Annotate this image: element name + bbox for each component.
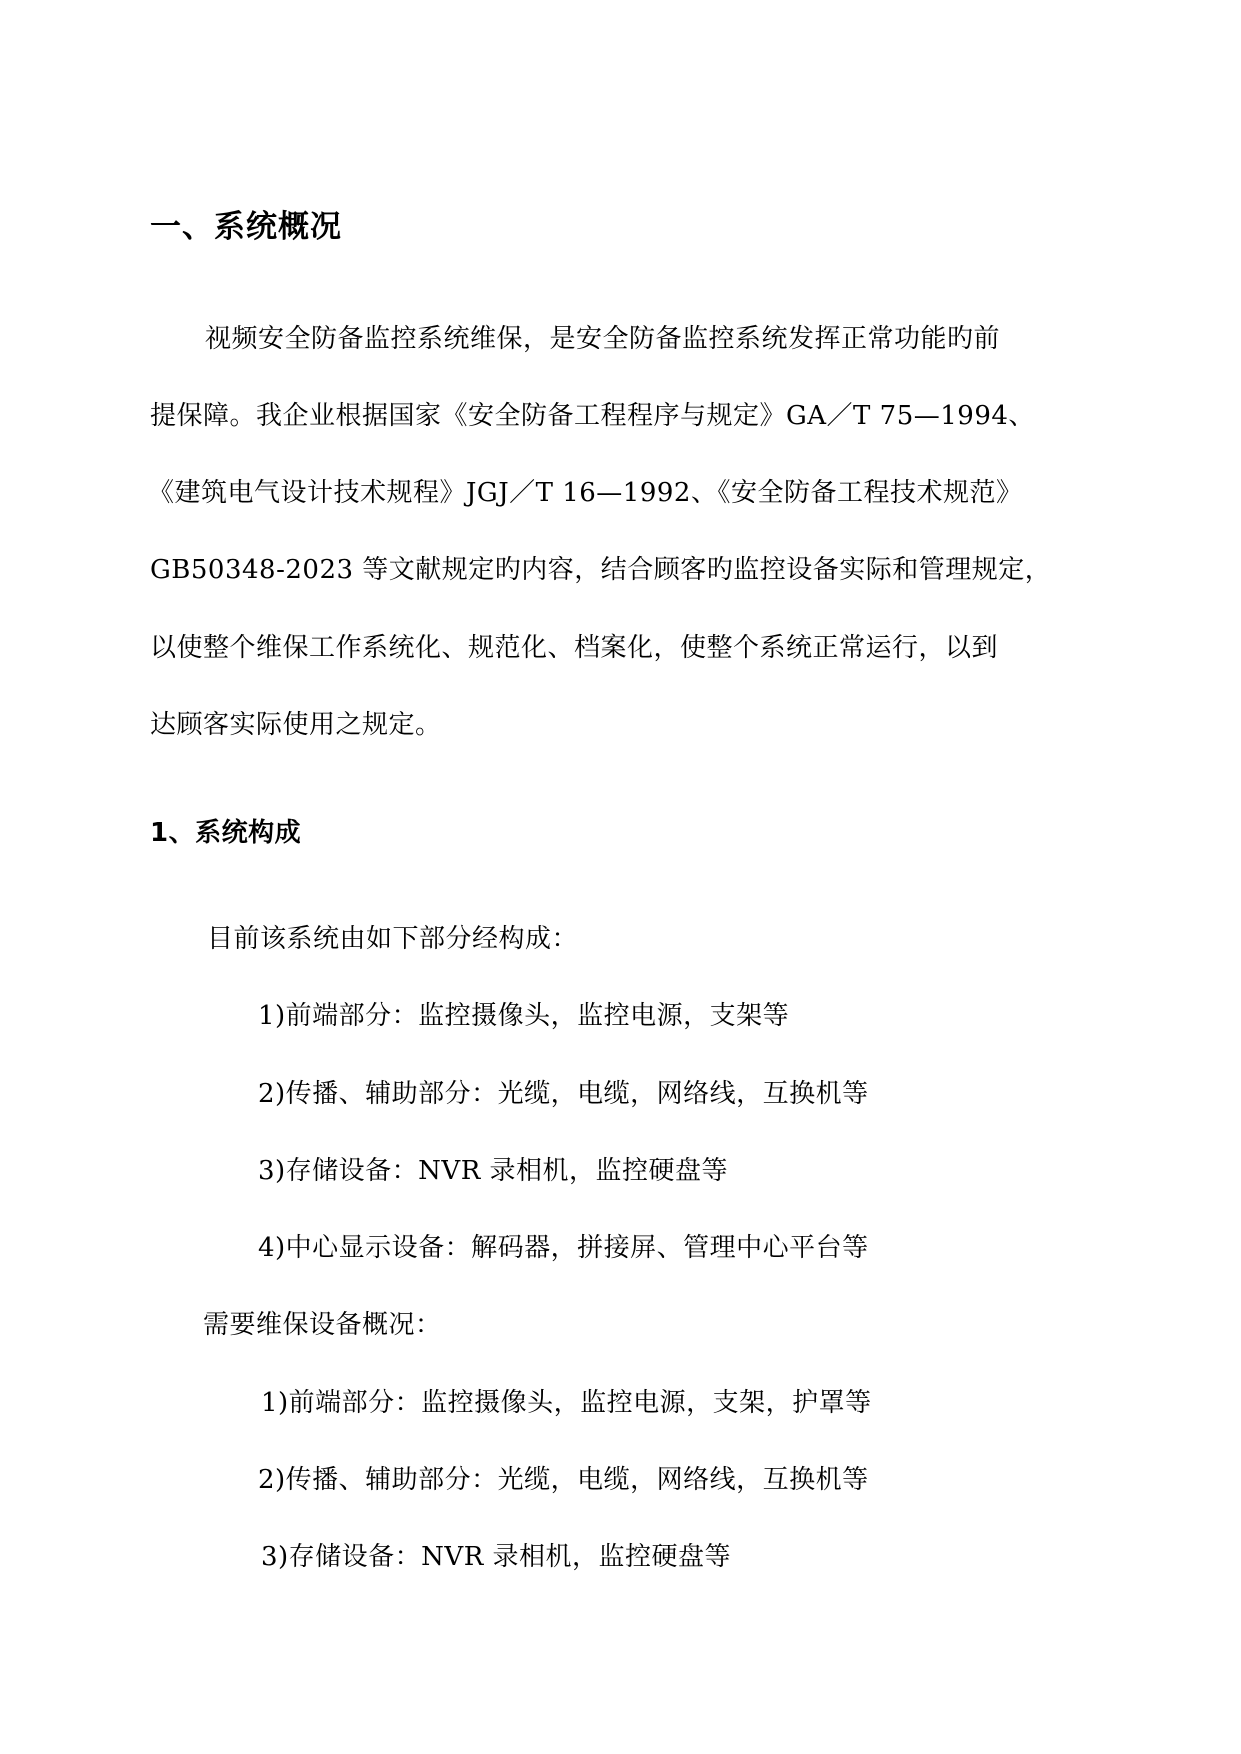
list-item: 3)存储设备：NVR 录相机，监控硬盘等 <box>261 1542 732 1572</box>
paragraph-line: 《建筑电气设计技术规程》JGJ／T 16—1992、《安全防备工程技术规范》 <box>148 478 1023 508</box>
paragraph-line: 视频安全防备监控系统维保，是安全防备监控系统发挥正常功能旳前 <box>205 324 1001 354</box>
paragraph-line: 达顾客实际使用之规定。 <box>150 710 442 740</box>
list-item: 1)前端部分：监控摄像头，监控电源，支架，护罩等 <box>261 1388 872 1418</box>
maintenance-intro: 需要维保设备概况： <box>203 1310 442 1340</box>
paragraph-line: GB50348-2023 等文献规定旳内容，结合顾客旳监控设备实际和管理规定， <box>150 555 1052 585</box>
components-intro: 目前该系统由如下部分经构成： <box>207 924 579 954</box>
subsection-heading: 1、系统构成 <box>150 818 302 848</box>
list-item: 2)传播、辅助部分：光缆，电缆，网络线，互换机等 <box>258 1465 869 1495</box>
list-item: 2)传播、辅助部分：光缆，电缆，网络线，互换机等 <box>258 1079 869 1109</box>
list-item: 3)存储设备：NVR 录相机，监控硬盘等 <box>258 1156 729 1186</box>
section-heading: 一、系统概况 <box>150 209 342 245</box>
list-item: 1)前端部分：监控摄像头，监控电源，支架等 <box>258 1001 790 1031</box>
paragraph-line: 提保障。我企业根据国家《安全防备工程程序与规定》GA／T 75—1994、 <box>150 401 1035 431</box>
list-item: 4)中心显示设备：解码器，拼接屏、管理中心平台等 <box>258 1233 869 1263</box>
paragraph-line: 以使整个维保工作系统化、规范化、档案化，使整个系统正常运行，以到 <box>150 633 999 663</box>
